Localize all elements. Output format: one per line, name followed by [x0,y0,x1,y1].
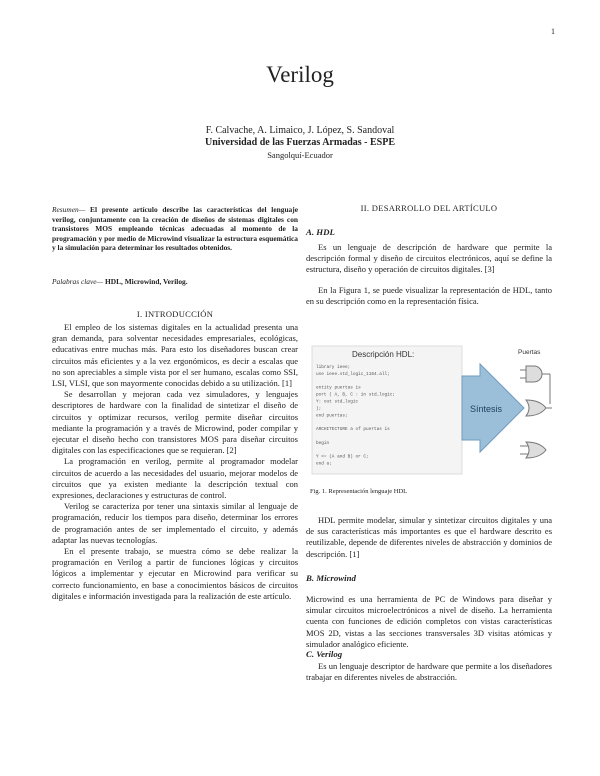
section-2-heading: II. DESARROLLO DEL ARTÍCULO [360,203,498,213]
abstract-label: Resumen— [52,205,86,214]
or-gate-icon [526,400,546,416]
keywords-text: HDL, Microwind, Verilog. [104,277,188,286]
figure-graphic [310,342,554,478]
code-line: library ieee; [316,365,351,370]
paragraph: Es un lenguaje de descripción de hardware que permite la descripción formal y diseño de circuitos electrónicos, aquí se define la estructura, diseño y operación de circuitos digitales. [3] [306,242,552,275]
paragraph: El empleo de los sistemas digitales en la actualidad presenta una gran demanda, para solventar necesidades empresariales, ecológicas, educativas entre muchas más. Para esto los diseñadores buscan crear circuitos más eficientes y a la vez ergonómicos, es decir a escalas que no son apreciables a simple vista por el ser humano, escalas como SSI, LSI, VLSI, que son mayormente conocidas debido a su utilización. [1] [52,322,298,389]
subsection-b-body [306,594,552,650]
location: Sangolquí-Ecuador [267,150,333,160]
code-line: ); [316,406,322,412]
code-line: Y <= (A and B) or C; [316,454,369,460]
or-gate-icon [526,442,546,458]
page-number: 1 [551,27,555,36]
authors: F. Calvache, A. Limaico, J. López, S. Sandoval [205,125,395,136]
logic-gates [520,366,552,458]
figure-caption: Fig. 1. Representación lenguaje HDL [310,488,408,495]
abstract-text: El presente artículo describe las características del lenguaje verilog, conjuntamente con la creación de diseños de sistemas digitales con transistores MOS empleando técnicas adecuadas al momento de la programación y por medio de Microwind visualizar la estructura esquemática y la simulación para determinar los resultados obtenidos. [52,205,298,252]
subsection-a-heading: A. HDL [306,227,335,237]
abstract [52,205,298,253]
paragraph: En la Figura 1, se puede visualizar la representación de HDL, tanto en su descripción como en la representación física. [306,284,552,306]
code-line: end puertas; [316,413,348,419]
hdl-label: Descripción HDL: [352,350,415,359]
keywords-label: Palabras clave— [52,277,104,286]
subsection-a-after-figure [306,515,552,560]
paragraph: Se desarrollan y mejoran cada vez simuladores, y lenguajes descriptores de hardware con la finalidad de sintetizar el diseño de circuitos y optimizar recursos, verilog permite diseñar circuitos mediante la programación y a través de Microwind, poder compilar y ejecutar el diseño hecho con transistores MOS para diseñar circuitos digitales con las especificaciones que se requieran. [2] [52,389,298,456]
subsection-c-body [306,661,552,683]
paragraph: Es un lenguaje descriptor de hardware que permite a los diseñadores trabajar en diferentes niveles de abstracción. [306,661,552,683]
paragraph: Microwind es una herramienta de PC de Windows para diseñar y simular circuitos microelectrónicos a nivel de diseño. La herramienta cuenta con funciones de edición completos con vistas características MOS 2D, vistas a las secciones transversales 3D visitas atómicas y simulador analógico eficiente. [306,594,552,649]
code-line: end a; [316,461,332,467]
and-gate-icon [526,366,542,382]
affiliation: Universidad de las Fuerzas Armadas - ESPE [204,137,395,148]
paragraph: HDL permite modelar, simular y sintetizar circuitos digitales y una de sus características más importantes es que el hardware descrito es reutilizable, depende de diferentes niveles de abstracción y dominios de descripción. [1] [306,515,552,559]
synthesis-label: Síntesis [470,404,503,414]
subsection-a-body [306,242,552,307]
paragraph: En el presente trabajo, se muestra cómo se debe realizar la programación en Verilog a partir de funciones lógicas y circuitos lógicos a implementar y ejecutar en Microwind para verificar su correcto funcionamiento, en base a conocimientos básicos de circuitos digitales e información investigada para la realización de este artículo. [52,546,298,601]
section-1-body [52,322,298,602]
keywords [52,277,298,286]
paragraph: La programación en verilog, permite al programador modelar circuitos de acuerdo a las necesidades del usuario, mejorar modelos de circuitos que ya existen mediante la descripción textual con expresiones, declaraciones y estructuras de control. [52,456,298,501]
section-1-heading: I. INTRODUCCIÓN [136,309,214,319]
code-line: begin [316,440,330,446]
paragraph: Verilog se caracteriza por tener una sintaxis similar al lenguaje de programación, reducir los tiempos para diseño, determinar los errores de programación antes de ser implementado el circuito, y además adaptar las nuevas tecnologías. [52,501,298,545]
subsection-c-heading: C. Verilog [306,649,343,659]
subsection-b-heading: B. Microwind [306,573,356,583]
code-line: use ieee.std_logic_1164.all; [316,371,390,377]
figure-hdl [310,342,554,478]
code-line: entity puertas is [316,385,361,391]
paper-title: Verilog [266,62,334,87]
code-line: Y: out std_logic [316,399,359,405]
gates-label: Puertas [518,349,541,356]
code-line: port ( A, B, C : in std_logic; [316,392,396,398]
code-line: ARCHITECTURE a of puertas is [316,427,390,433]
